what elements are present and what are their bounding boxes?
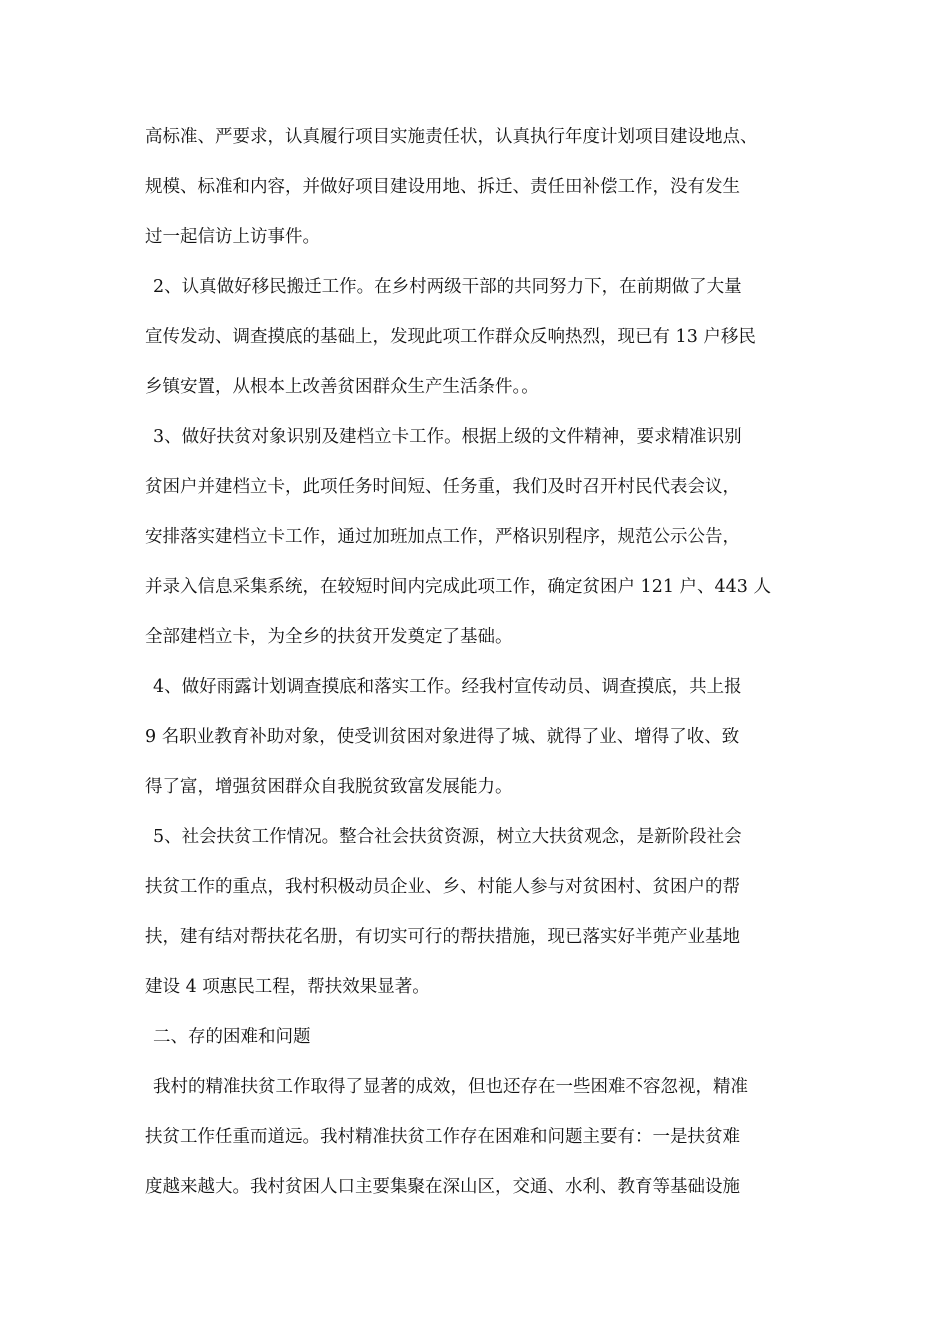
text-line: 全部建档立卡，为全乡的扶贫开发奠定了基础。	[145, 627, 513, 647]
text-line: 规模、标准和内容，并做好项目建设用地、拆迁、责任田补偿工作，没有发生	[145, 177, 740, 197]
paragraph-item-4-line: 4、做好雨露计划调查摸底和落实工作。经我村宣传动员、调查摸底，共上报	[153, 677, 742, 697]
text-line: 过一起信访上访事件。	[145, 227, 320, 247]
text-line: 扶，建有结对帮扶花名册，有切实可行的帮扶措施，现已落实好半蔸产业基地	[145, 927, 740, 947]
text-line: 建设 4 项惠民工程，帮扶效果显著。	[145, 977, 430, 997]
text-line: 贫困户并建档立卡，此项任务时间短、任务重，我们及时召开村民代表会议，	[145, 477, 740, 497]
text-line: 乡镇安置，从根本上改善贫困群众生产生活条件。。	[145, 377, 539, 397]
section-heading: 二、存的困难和问题	[153, 1027, 311, 1047]
paragraph-item-3-line: 3、做好扶贫对象识别及建档立卡工作。根据上级的文件精神，要求精准识别	[153, 427, 742, 447]
text-line: 扶贫工作任重而道远。我村精准扶贫工作存在困难和问题主要有：一是扶贫难	[145, 1127, 740, 1147]
paragraph-first-line: 我村的精准扶贫工作取得了显著的成效，但也还存在一些困难不容忽视，精准	[153, 1077, 748, 1097]
text-line: 安排落实建档立卡工作，通过加班加点工作，严格识别程序，规范公示公告，	[145, 527, 740, 547]
text-line: 高标准、严要求，认真履行项目实施责任状，认真执行年度计划项目建设地点、	[145, 127, 758, 147]
paragraph-item-2-line: 2、认真做好移民搬迁工作。在乡村两级干部的共同努力下，在前期做了大量	[153, 277, 742, 297]
text-line: 扶贫工作的重点，我村积极动员企业、乡、村能人参与对贫困村、贫困户的帮	[145, 877, 740, 897]
text-line: 9 名职业教育补助对象，使受训贫困对象进得了城、就得了业、增得了收、致	[145, 727, 740, 747]
text-line: 度越来越大。我村贫困人口主要集聚在深山区，交通、水利、教育等基础设施	[145, 1177, 740, 1197]
text-line: 宣传发动、调查摸底的基础上，发现此项工作群众反响热烈，现已有 13 户移民	[145, 327, 756, 347]
text-line: 得了富，增强贫困群众自我脱贫致富发展能力。	[145, 777, 513, 797]
text-line: 并录入信息采集系统，在较短时间内完成此项工作，确定贫困户 121 户、443 人	[145, 577, 771, 597]
paragraph-item-5-line: 5、社会扶贫工作情况。整合社会扶贫资源，树立大扶贫观念，是新阶段社会	[153, 827, 742, 847]
